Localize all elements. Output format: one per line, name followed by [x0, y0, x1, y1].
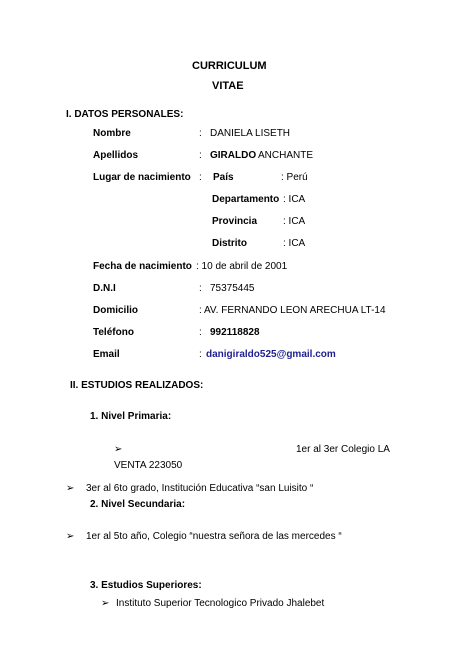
nombre-label: Nombre — [93, 128, 131, 139]
dni-label: D.N.I — [93, 283, 116, 294]
fecha-nacimiento-value: : 10 de abril de 2001 — [196, 261, 288, 272]
pais-value: : Perú — [281, 172, 308, 183]
primaria-item-2: 3er al 6to grado, Institución Educativa “san Luisito “ — [86, 483, 314, 494]
telefono-label: Teléfono — [93, 327, 134, 338]
domicilio-value: : AV. FERNANDO LEON ARECHUA LT-14 — [199, 305, 386, 316]
secundaria-item: 1er al 5to año, Colegio “nuestra señora de las mercedes “ — [86, 531, 342, 542]
distrito-value: : ICA — [283, 238, 306, 249]
provincia-value: : ICA — [283, 216, 306, 227]
telefono-separator: : — [199, 327, 202, 338]
departamento-label: Departamento — [212, 194, 280, 205]
document-title-line2: VITAE — [212, 80, 244, 92]
arrow-bullet-icon: ➢ — [114, 444, 123, 455]
nombre-separator: : — [199, 128, 202, 139]
primaria-item-1: 1er al 3er Colegio LA — [296, 444, 390, 455]
superiores-heading: 3. Estudios Superiores: — [90, 580, 202, 591]
document-title-line1: CURRICULUM — [192, 60, 267, 72]
fecha-nacimiento-label: Fecha de nacimiento — [93, 261, 192, 272]
primaria-item-1-continuation: VENTA 223050 — [114, 460, 183, 471]
arrow-bullet-icon: ➢ — [101, 598, 110, 609]
apellidos-value: ANCHANTE — [258, 150, 314, 161]
distrito-label: Distrito — [212, 238, 247, 249]
nombre-value: DANIELA LISETH — [210, 128, 291, 139]
provincia-label: Provincia — [212, 216, 258, 227]
dni-separator: : — [199, 283, 202, 294]
pais-label: País — [213, 172, 234, 183]
lugar-nacimiento-separator: : — [199, 172, 202, 183]
email-separator: : — [199, 349, 202, 360]
dni-value: 75375445 — [210, 283, 255, 294]
secundaria-heading: 2. Nivel Secundaria: — [90, 499, 186, 510]
arrow-bullet-icon: ➢ — [66, 531, 75, 542]
lugar-nacimiento-label: Lugar de nacimiento — [93, 172, 191, 183]
apellidos-value-bold: GIRALDO — [210, 150, 257, 161]
domicilio-label: Domicilio — [93, 305, 139, 316]
section-datos-personales: I. DATOS PERSONALES: — [66, 109, 184, 120]
apellidos-separator: : — [199, 150, 202, 161]
primaria-heading: 1. Nivel Primaria: — [90, 411, 172, 422]
email-value: danigiraldo525@gmail.com — [206, 349, 336, 360]
telefono-value: 992118828 — [210, 327, 260, 338]
arrow-bullet-icon: ➢ — [66, 483, 75, 494]
email-label: Email — [93, 349, 120, 360]
section-estudios-realizados: II. ESTUDIOS REALIZADOS: — [70, 380, 204, 391]
superiores-item: Instituto Superior Tecnologico Privado Jhalebet — [116, 598, 325, 609]
departamento-value: : ICA — [283, 194, 306, 205]
apellidos-label: Apellidos — [93, 150, 139, 161]
